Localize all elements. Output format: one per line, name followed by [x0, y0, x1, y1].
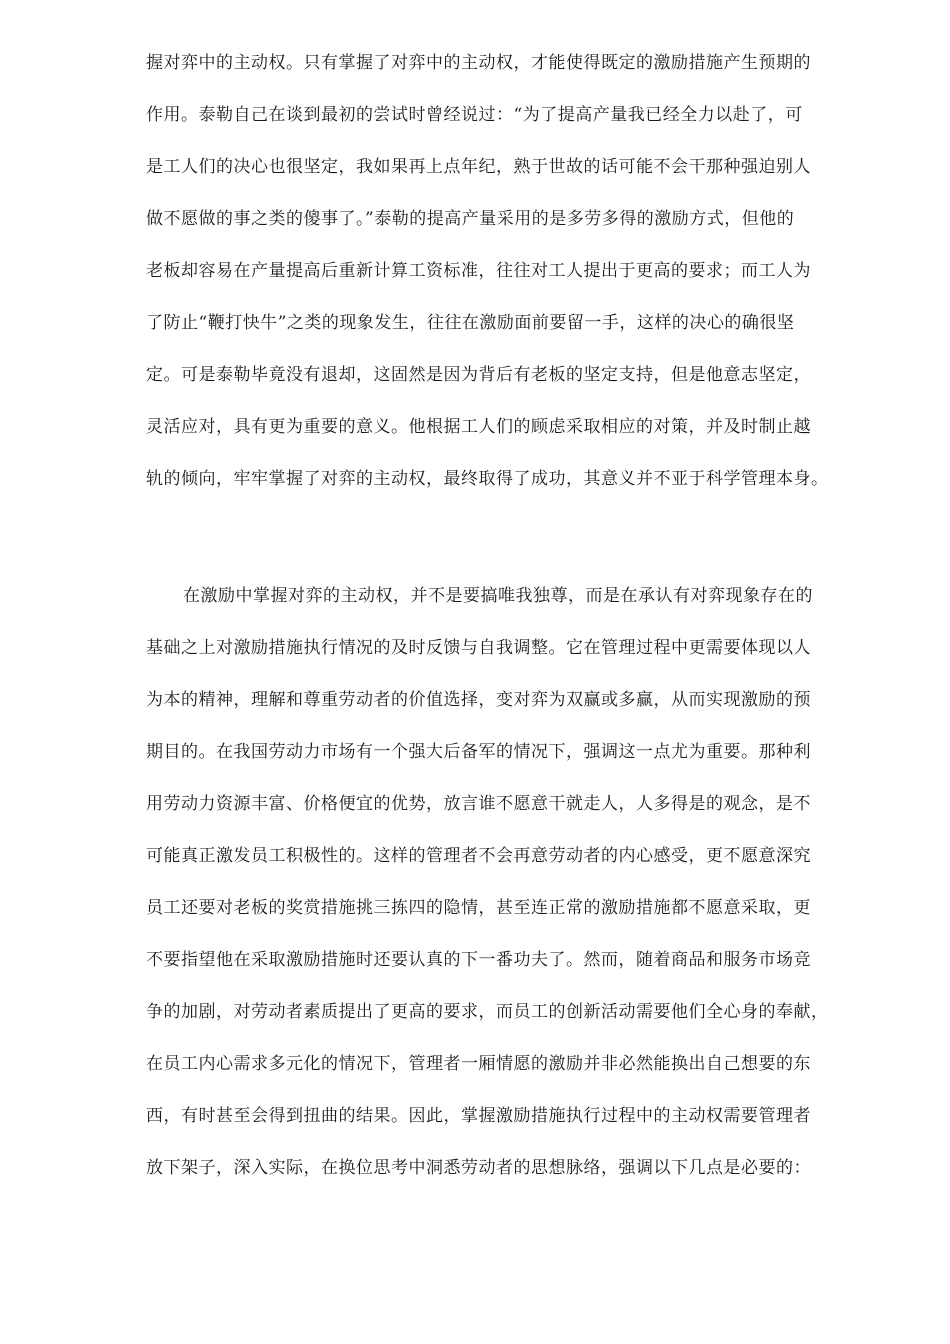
text-line: 做不愿做的事之类的傻事了。”泰勒的提高产量采用的是多劳多得的激励方式，但他的 — [146, 209, 795, 229]
text-line: 在激励中掌握对弈的主动权，并不是要搞唯我独尊，而是在承认有对弈现象存在的 — [183, 586, 813, 606]
text-line: 争的加剧，对劳动者素质提出了更高的要求，而员工的创新活动需要他们全心身的奉献， — [146, 1002, 829, 1022]
text-line: 老板却容易在产量提高后重新计算工资标准，往往对工人提出于更高的要求；而工人为 — [146, 261, 811, 281]
text-line: 基础之上对激励措施执行情况的及时反馈与自我调整。它在管理过程中更需要体现以人 — [146, 638, 811, 658]
text-line: 期目的。在我国劳动力市场有一个强大后备军的情况下，强调这一点尤为重要。那种利 — [146, 742, 811, 762]
text-line: 为本的精神，理解和尊重劳动者的价值选择，变对弈为双赢或多赢，从而实现激励的预 — [146, 690, 811, 710]
text-line: 放下架子，深入实际，在换位思考中洞悉劳动者的思想脉络，强调以下几点是必要的： — [146, 1158, 811, 1178]
text-line: 可能真正激发员工积极性的。这样的管理者不会再意劳动者的内心感受，更不愿意深究 — [146, 846, 811, 866]
text-line: 用劳动力资源丰富、价格便宜的优势，放言谁不愿意干就走人，人多得是的观念，是不 — [146, 794, 811, 814]
text-line: 作用。泰勒自己在谈到最初的尝试时曾经说过：“为了提高产量我已经全力以赴了，可 — [146, 105, 803, 125]
text-line: 轨的倾向，牢牢掌握了对弈的主动权，最终取得了成功，其意义并不亚于科学管理本身。 — [146, 469, 829, 489]
text-line: 不要指望他在采取激励措施时还要认真的下一番功夫了。然而，随着商品和服务市场竞 — [146, 950, 811, 970]
paragraph-2 — [146, 583, 876, 1207]
text-line: 在员工内心需求多元化的情况下，管理者一厢情愿的激励并非必然能换出自己想要的东 — [146, 1054, 811, 1074]
text-line: 员工还要对老板的奖赏措施挑三拣四的隐情，甚至连正常的激励措施都不愿意采取，更 — [146, 898, 811, 918]
text-line: 是工人们的决心也很坚定，我如果再上点年纪，熟于世故的话可能不会干那种强迫别人 — [146, 157, 811, 177]
paragraph-1 — [146, 50, 876, 518]
text-line: 握对弈中的主动权。只有掌握了对弈中的主动权，才能使得既定的激励措施产生预期的 — [146, 53, 811, 73]
text-line: 定。可是泰勒毕竟没有退却，这固然是因为背后有老板的坚定支持，但是他意志坚定， — [146, 365, 811, 385]
text-line: 西，有时甚至会得到扭曲的结果。因此，掌握激励措施执行过程中的主动权需要管理者 — [146, 1106, 811, 1126]
text-line: 灵活应对，具有更为重要的意义。他根据工人们的顾虑采取相应的对策，并及时制止越 — [146, 417, 811, 437]
text-line: 了防止“鞭打快牛”之类的现象发生，往往在激励面前要留一手，这样的决心的确很坚 — [146, 313, 795, 333]
